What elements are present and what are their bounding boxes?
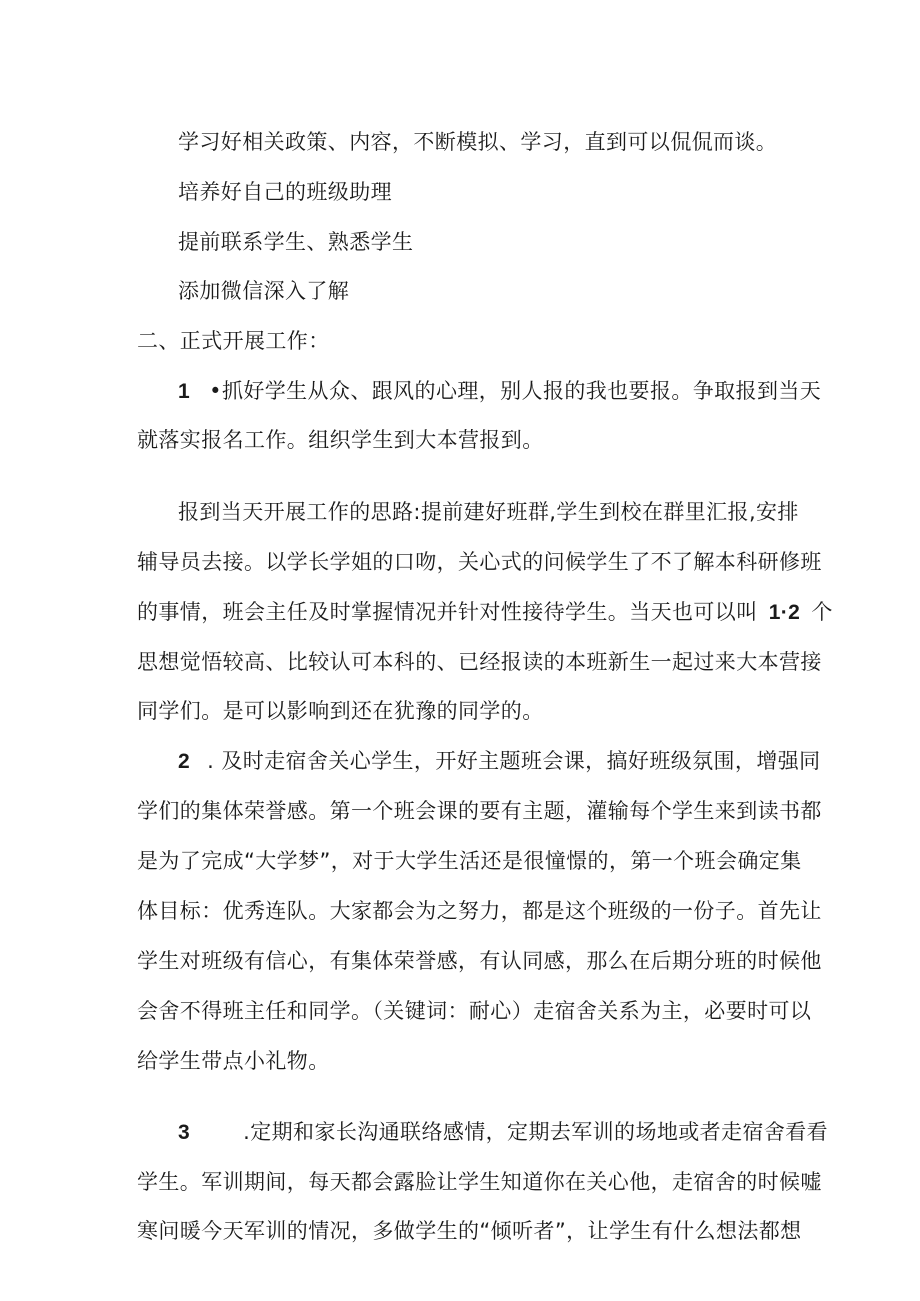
section-heading: 二、正式开展工作：	[137, 329, 330, 353]
paragraph-line: 同学们。是可以影响到还在犹豫的同学的。	[137, 699, 544, 723]
item-2-line: 学们的集体荣誉感。第一个班会课的要有主题，灌输每个学生来到读书都	[137, 799, 822, 823]
item-1-line: 就落实报名工作。组织学生到大本营报到。	[137, 428, 544, 452]
item-3-line: 3 .定期和家长沟通联络感情，定期去军训的场地或者走宿舍看看	[178, 1120, 829, 1144]
item-number: 2	[178, 750, 191, 773]
item-2-line: 给学生带点小礼物。	[137, 1049, 330, 1073]
item-2-line: 体目标：优秀连队。大家都会为之努力，都是这个班级的一份子。首先让	[137, 899, 822, 923]
item-3-line: 学生。军训期间，每天都会露脸让学生知道你在关心他，走宿舍的时候嘘	[137, 1170, 822, 1194]
paragraph-line: 辅导员去接。以学长学姐的口吻，关心式的问候学生了不了解本科研修班	[137, 550, 822, 574]
item-2-line: 是为了完成“大学梦”，对于大学生活还是很憧憬的，第一个班会确定集	[137, 849, 802, 873]
paragraph-line: 报到当天开展工作的思路:提前建好班群,学生到校在群里汇报,安排	[178, 500, 799, 524]
item-1-line: 1 •抓好学生从众、跟风的心理，别人报的我也要报。争取报到当天	[178, 379, 822, 403]
prep-item: 提前联系学生、熟悉学生	[178, 230, 414, 254]
item-3-line: 寒问暖今天军训的情况，多做学生的“倾听者”，让学生有什么想法都想	[137, 1219, 802, 1243]
prep-item: 培养好自己的班级助理	[178, 180, 392, 204]
item-number: 3	[178, 1121, 191, 1144]
prep-item: 添加微信深入了解	[178, 279, 350, 303]
item-2-line: 学生对班级有信心，有集体荣誉感，有认同感，那么在后期分班的时候他	[137, 949, 822, 973]
item-number: 1	[178, 380, 191, 403]
paragraph-line: 思想觉悟较高、比较认可本科的、已经报读的本班新生一起过来大本营接	[137, 650, 822, 674]
item-2-line: 会舍不得班主任和同学。（关键词：耐心）走宿舍关系为主，必要时可以	[137, 999, 812, 1023]
item-2-line: 2 . 及时走宿舍关心学生，开好主题班会课，搞好班级氛围，增强同	[178, 749, 821, 773]
prep-item: 学习好相关政策、内容，不断模拟、学习，直到可以侃侃而谈。	[178, 130, 778, 154]
paragraph-line: 的事情，班会主任及时掌握情况并针对性接待学生。当天也可以叫 1·2 个	[137, 600, 833, 624]
